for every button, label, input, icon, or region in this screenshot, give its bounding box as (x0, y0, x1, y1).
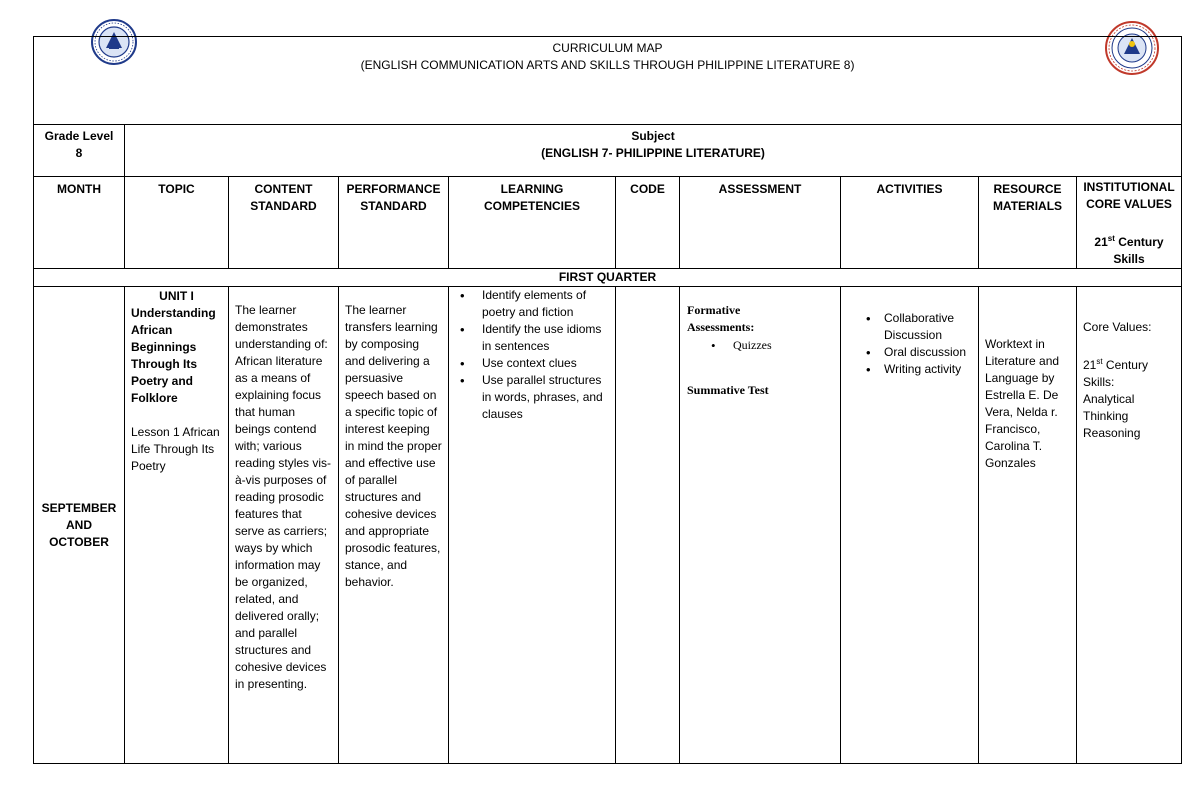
curriculum-map-table (33, 36, 1182, 764)
list-item: • Identify the use idioms in sentences (482, 321, 609, 355)
subject-value: (ENGLISH 7- PHILIPPINE LITERATURE) (541, 146, 765, 160)
page-title: CURRICULUM MAP (552, 41, 663, 55)
lesson-title: Lesson 1 African Life Through Its Poetry (131, 425, 220, 473)
content-standard-cell: The learner demonstrates understanding of: African literature as a means of explaining focus that human beings contend with; various reading styles vis-à-vis purposes of reading prosodic features that serve as carriers; ways by which information may be organized, related, and delivered orally; and parallel structures and cohesive devices in presenting. (229, 287, 339, 764)
activities-cell (841, 287, 979, 764)
col-header-content-standard: CONTENT STANDARD (229, 177, 339, 269)
quarter-label: FIRST QUARTER (34, 269, 1182, 287)
list-item: • Collaborative Discussion (884, 310, 972, 344)
grade-level-cell (34, 125, 125, 177)
list-item: • Writing activity (884, 361, 972, 378)
col-header-topic: TOPIC (125, 177, 229, 269)
unit-label: UNIT I (159, 289, 194, 303)
performance-standard-cell: The learner transfers learning by composing and delivering a persuasive speech based on a specific topic of interest keeping in mind the proper and effective use of parallel structures and cohesive devices and appropriate prosodic features, stance, and behavior. (339, 287, 449, 764)
core-values-cell: Core Values: 21st Century Skills: Analytical Thinking Reasoning (1077, 287, 1182, 764)
topic-cell (125, 287, 229, 764)
grade-level-label: Grade Level (44, 129, 114, 143)
col-header-resource-materials: RESOURCE MATERIALS (979, 177, 1077, 269)
competencies-cell (449, 287, 616, 764)
list-item: • Use context clues (482, 355, 609, 372)
col-header-month: MONTH (34, 177, 125, 269)
assessment-cell: Formative Assessments: • Quizzes Summative Test (680, 287, 841, 764)
summative-label: Summative Test (687, 383, 769, 397)
month-cell: SEPTEMBER AND OCTOBER (34, 287, 125, 764)
subject-cell (125, 125, 1182, 177)
grade-level-value: 8 (75, 146, 83, 160)
unit-title: Understanding African Beginnings Through Its Poetry and Folklore (131, 306, 216, 405)
col-header-learning-competencies: LEARNING COMPETENCIES (449, 177, 616, 269)
code-cell (616, 287, 680, 764)
list-item: • Quizzes (733, 337, 834, 354)
list-item: • Identify elements of poetry and fiction (482, 287, 609, 321)
list-item: • Use parallel structures in words, phrases, and clauses (482, 372, 609, 423)
resource-materials-cell: Worktext in Literature and Language by Estrella E. De Vera, Nelda r. Francisco, Carolina T. Gonzales (979, 287, 1077, 764)
list-item: • Oral discussion (884, 344, 972, 361)
col-header-activities: ACTIVITIES (841, 177, 979, 269)
page-subtitle: (ENGLISH COMMUNICATION ARTS AND SKILLS THROUGH PHILIPPINE LITERATURE 8) (360, 58, 855, 72)
subject-label: Subject (631, 129, 675, 143)
document-header (34, 37, 1182, 125)
col-header-institutional-core-values: INSTITUTIONAL CORE VALUES 21st Century Skills (1077, 177, 1182, 269)
col-header-performance-standard: PERFORMANCE STANDARD (339, 177, 449, 269)
col-header-assessment: ASSESSMENT (680, 177, 841, 269)
col-header-code: CODE (616, 177, 680, 269)
